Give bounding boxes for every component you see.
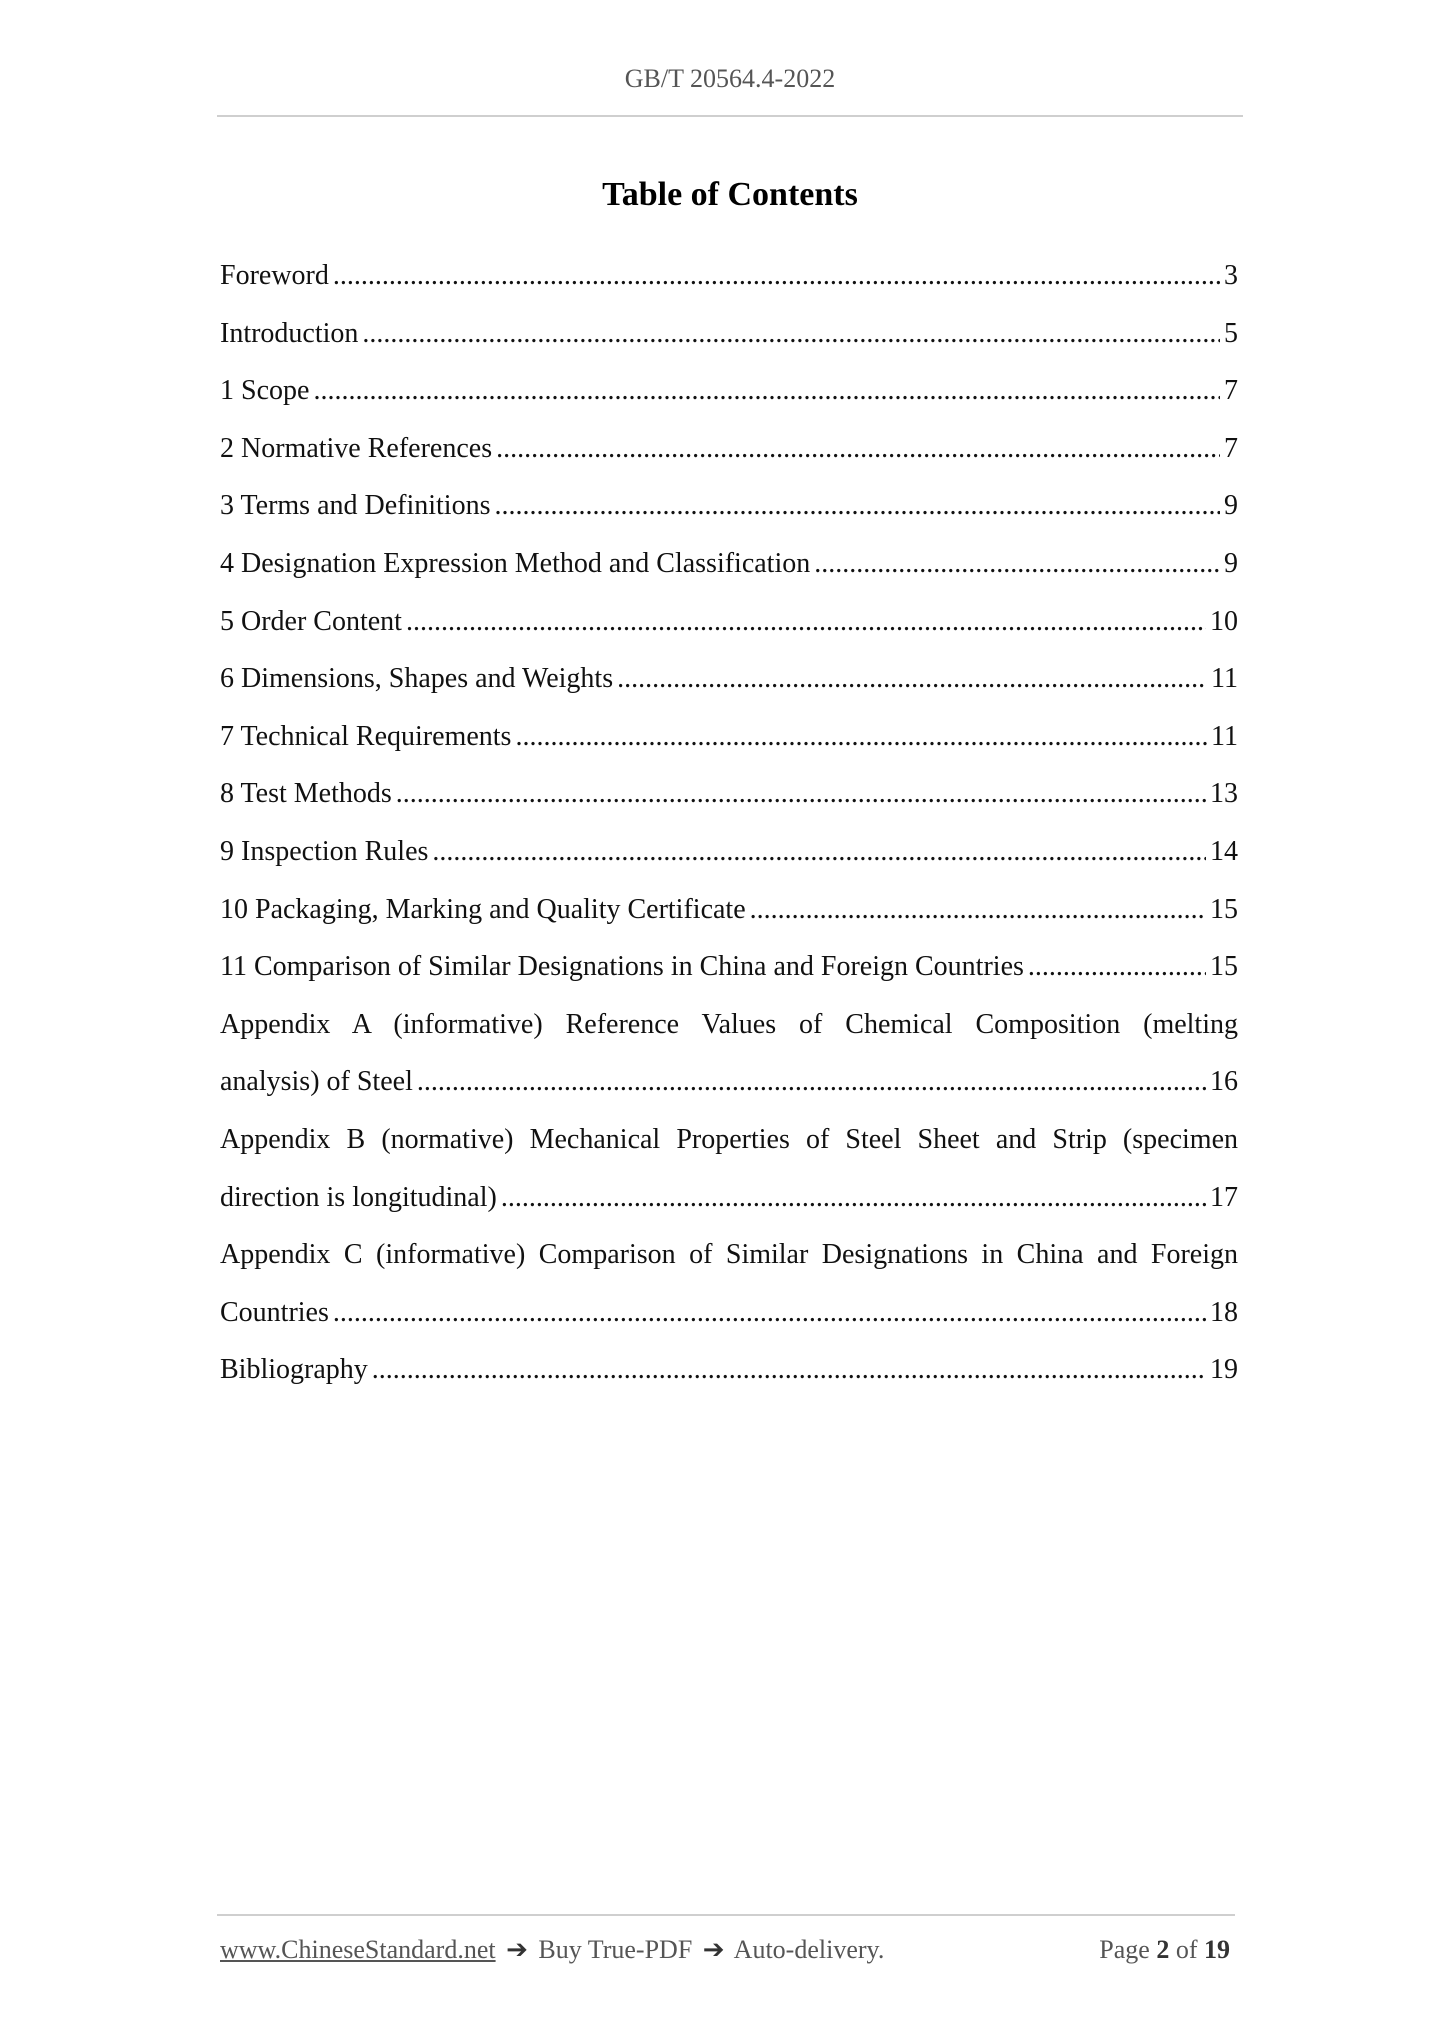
toc-entry-text: analysis) of Steel [220,1066,413,1098]
toc-leader-dots [496,420,1220,478]
toc-entry-page: 19 [1210,1354,1238,1386]
toc-entry-appendix-a-line1[interactable]: Appendix A (informative) Reference Values of Chemical Composition (melting [220,1008,1238,1040]
toc-entry-text: Introduction [220,317,359,349]
toc-leader-dots [406,593,1206,651]
toc-leader-dots [396,765,1206,823]
toc-entry-appendix-c-line2[interactable] [220,1284,1238,1342]
table-of-contents [220,247,1238,1399]
toc-entry-scope[interactable] [220,362,1238,420]
toc-entry-test-methods[interactable] [220,765,1238,823]
page-label: Page [1099,1935,1150,1964]
toc-entry-text: 8 Test Methods [220,778,392,810]
toc-leader-dots [814,535,1220,593]
toc-title: Table of Contents [602,176,858,213]
toc-entry-appendix-c-line1[interactable]: Appendix C (informative) Comparison of Similar Designations in China and Foreign [220,1239,1238,1271]
toc-leader-dots [750,881,1206,939]
page-footer [220,1935,1230,1965]
page-header: GB/T 20564.4-2022 [624,64,836,93]
toc-entry-text: 3 Terms and Definitions [220,490,491,522]
toc-entry-appendix-a-line2[interactable] [220,1053,1238,1111]
toc-entry-text: 2 Normative References [220,432,493,464]
toc-entry-text: Foreword [220,260,329,291]
toc-leader-dots [333,247,1220,305]
footer-divider [217,1914,1235,1916]
toc-entry-text: direction is longitudinal) [220,1181,497,1213]
toc-leader-dots [515,708,1207,766]
toc-entry-introduction[interactable] [220,305,1238,363]
arrow-right-icon: ➔ [702,1935,725,1964]
toc-entry-page: 17 [1210,1181,1238,1213]
toc-leader-dots [372,1341,1206,1399]
website-link[interactable]: www.ChineseStandard.net [220,1935,496,1964]
toc-leader-dots [617,650,1207,708]
toc-entry-page: 10 [1210,605,1238,637]
toc-leader-dots [313,362,1220,420]
toc-entry-page: 9 [1224,490,1238,522]
header-divider [217,115,1243,117]
page-of: of [1175,1935,1198,1964]
toc-entry-appendix-b-line2[interactable] [220,1169,1238,1227]
toc-entry-foreword[interactable] [220,247,1238,305]
toc-leader-dots [432,823,1206,881]
toc-entry-page: 15 [1210,893,1238,925]
toc-entry-page: 11 [1211,720,1238,752]
toc-entry-page: 7 [1224,375,1238,407]
toc-entry-technical-requirements[interactable] [220,708,1238,766]
toc-entry-page: 15 [1210,951,1238,983]
toc-entry-text: Countries [220,1296,329,1328]
toc-entry-page: 7 [1224,432,1238,464]
toc-entry-text: 7 Technical Requirements [220,720,512,752]
page-indicator [1099,1935,1230,1965]
toc-entry-normative-references[interactable] [220,420,1238,478]
toc-entry-inspection-rules[interactable] [220,823,1238,881]
toc-entry-text: Bibliography [220,1354,368,1386]
page-current: 2 [1156,1935,1170,1964]
footer-left [220,1935,884,1965]
toc-entry-page: 3 [1224,260,1238,291]
toc-leader-dots [333,1284,1206,1342]
toc-leader-dots [1028,938,1206,996]
page-total: 19 [1204,1935,1230,1964]
toc-leader-dots [362,305,1220,363]
toc-entry-bibliography[interactable] [220,1341,1238,1399]
toc-entry-page: 13 [1210,778,1238,810]
toc-leader-dots [501,1169,1206,1227]
toc-entry-page: 11 [1211,663,1238,695]
toc-entry-designation[interactable] [220,535,1238,593]
toc-leader-dots [417,1053,1206,1111]
toc-entry-text: 6 Dimensions, Shapes and Weights [220,663,614,695]
toc-entry-text: 4 Designation Expression Method and Classification [220,547,811,579]
toc-entry-text: 9 Inspection Rules [220,835,429,867]
toc-entry-text: 11 Comparison of Similar Designations in China and Foreign Countries [220,951,1024,983]
toc-entry-appendix-b-line1[interactable]: Appendix B (normative) Mechanical Properties of Steel Sheet and Strip (specimen [220,1123,1238,1155]
toc-entry-page: 9 [1224,547,1238,579]
toc-entry-order-content[interactable] [220,593,1238,651]
toc-entry-text: 5 Order Content [220,605,402,637]
toc-entry-comparison[interactable] [220,938,1238,996]
toc-entry-terms-definitions[interactable] [220,477,1238,535]
buy-true-pdf-text: Buy True-PDF [538,1935,693,1964]
toc-entry-text: 1 Scope [220,375,310,407]
auto-delivery-text: Auto-delivery. [733,1935,885,1964]
toc-entry-packaging[interactable] [220,881,1238,939]
toc-entry-page: 14 [1210,835,1238,867]
toc-entry-text: 10 Packaging, Marking and Quality Certificate [220,893,746,925]
toc-entry-page: 16 [1210,1066,1238,1098]
toc-leader-dots [494,477,1220,535]
toc-entry-page: 5 [1224,317,1238,349]
arrow-right-icon: ➔ [506,1935,528,1964]
toc-entry-dimensions[interactable] [220,650,1238,708]
toc-entry-page: 18 [1210,1296,1238,1328]
